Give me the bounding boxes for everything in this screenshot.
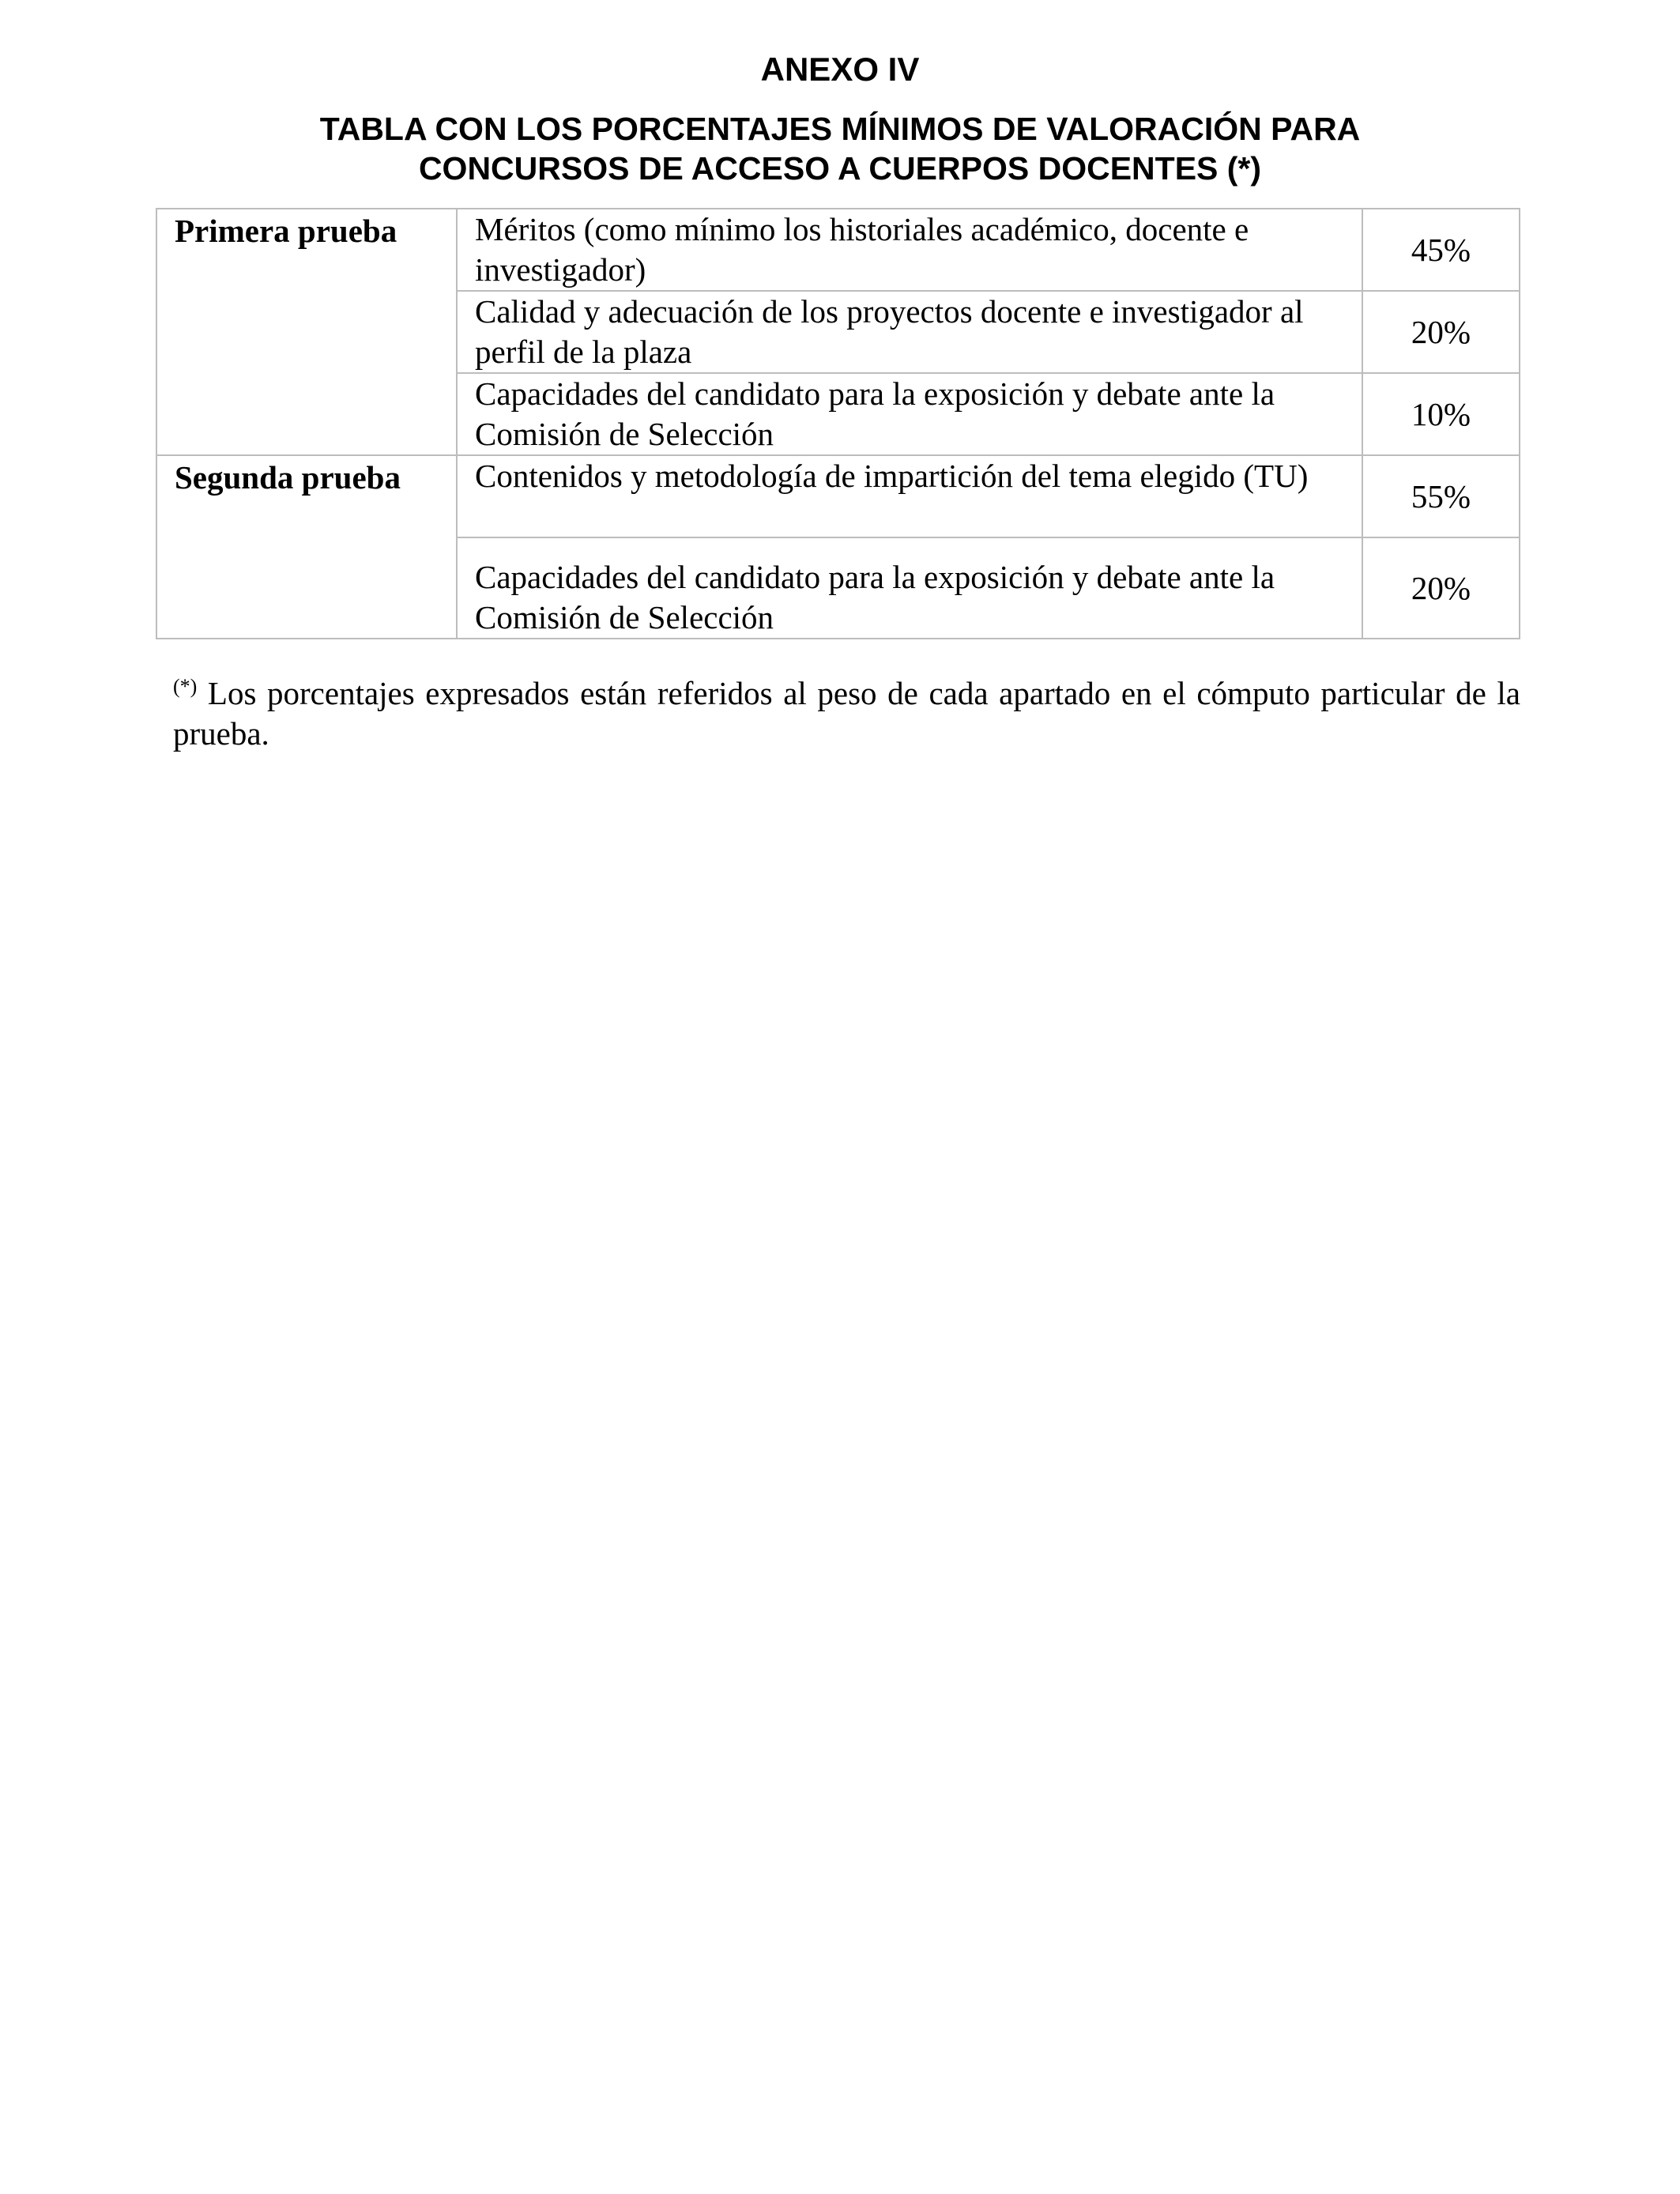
criterion-percentage: 10% [1362, 373, 1520, 455]
title-line-1: TABLA CON LOS PORCENTAJES MÍNIMOS DE VALORACIÓN PARA [319, 111, 1361, 147]
criterion-percentage: 20% [1362, 291, 1520, 373]
table-row [156, 455, 1520, 537]
criterion-description: Contenidos y metodología de impartición del tema elegido (TU) [457, 455, 1362, 537]
criterion-percentage: 55% [1362, 455, 1520, 537]
footnote [173, 673, 1520, 754]
criteria-table [156, 208, 1520, 639]
criterion-description: Calidad y adecuación de los proyectos docente e investigador al perfil de la plaza [457, 291, 1362, 373]
footnote-marker: (*) [173, 675, 198, 698]
criterion-description: Capacidades del candidato para la exposición y debate ante la Comisión de Selección [457, 537, 1362, 639]
criterion-description: Capacidades del candidato para la exposición y debate ante la Comisión de Selección [457, 373, 1362, 455]
annex-title: ANEXO IV [760, 51, 920, 88]
criterion-percentage: 45% [1362, 209, 1520, 291]
prueba-label-primera: Primera prueba [156, 209, 457, 455]
document-title [0, 109, 1680, 188]
table-row [156, 209, 1520, 291]
title-line-2: CONCURSOS DE ACCESO A CUERPOS DOCENTES (*) [418, 150, 1262, 187]
criterion-percentage: 20% [1362, 537, 1520, 639]
prueba-label-segunda: Segunda prueba [156, 455, 457, 639]
footnote-text: Los porcentajes expresados están referidos al peso de cada apartado en el cómputo particular de la prueba. [173, 675, 1520, 752]
criterion-description: Méritos (como mínimo los historiales académico, docente e investigador) [457, 209, 1362, 291]
